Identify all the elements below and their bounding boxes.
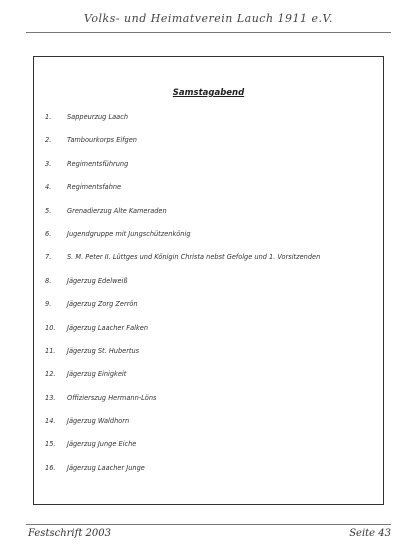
document-frame — [33, 56, 384, 505]
list-item-text: Jägerzug St. Hubertus — [67, 346, 140, 355]
list-item-number: 16. — [45, 463, 56, 472]
list-item-text: Offizierszug Hermann-Löns — [67, 393, 157, 402]
list-item-number: 5. — [45, 206, 52, 215]
list-item-number: 3. — [45, 159, 52, 168]
list-item — [34, 320, 383, 343]
list-item-text: Jägerzug Laacher Junge — [67, 463, 145, 472]
list-item — [34, 296, 383, 319]
list-item — [34, 179, 383, 202]
list-item-text: Tambourkorps Eifgen — [67, 136, 137, 145]
list-item-number: 13. — [45, 393, 56, 402]
list-item-number: 12. — [45, 370, 56, 379]
list-item — [34, 249, 383, 272]
list-item — [34, 343, 383, 366]
list-item — [34, 226, 383, 249]
list-item — [34, 413, 383, 436]
footer-divider — [26, 524, 391, 525]
list-item — [34, 460, 383, 483]
list-item — [34, 436, 383, 459]
list-item-number: 4. — [45, 183, 52, 192]
footer-publication: Festschrift 2003 — [28, 528, 111, 539]
list-item-text: Jägerzug Laacher Falken — [67, 323, 149, 332]
list-item — [34, 156, 383, 179]
list-item-text: Sappeurzug Laach — [67, 113, 129, 121]
list-item-number: 2. — [45, 136, 52, 145]
list-item-number: 1. — [45, 113, 52, 121]
list-item — [34, 273, 383, 296]
list-item-text: Jägerzug Einigkeit — [67, 370, 127, 379]
list-item-number: 7. — [45, 253, 52, 262]
list-item-number: 10. — [45, 323, 56, 332]
document-title: Samstagabend — [172, 88, 245, 98]
list-item — [34, 366, 383, 389]
list-item — [34, 109, 383, 132]
list-item-text: Jägerzug Zorg Zerrön — [67, 300, 138, 309]
list-item-number: 9. — [45, 300, 52, 309]
list-item-number: 14. — [45, 417, 56, 426]
list-item-text: Regimentsfahne — [67, 183, 122, 192]
list-item-number: 11. — [45, 346, 56, 355]
list-item-number: 15. — [45, 440, 56, 449]
list-item-number: 8. — [45, 276, 52, 285]
list-item — [34, 390, 383, 413]
list-item-text: Jägerzug Edelweiß — [67, 276, 128, 285]
list-item-text: Grenadierzug Alte Kameraden — [67, 206, 167, 215]
list-item-text: Regimentsführung — [67, 159, 129, 168]
list-item — [34, 132, 383, 155]
list-item — [34, 203, 383, 226]
list-item-text: Jugendgruppe mit Jungschützenkönig — [67, 229, 191, 238]
list-item-text: Jägerzug Junge Eiche — [67, 440, 137, 449]
list-item-text: Jägerzug Waldhorn — [67, 417, 130, 426]
list-item-text: S. M. Peter II. Lüttges und Königin Christa nebst Gefolge und 1. Vorsitzenden — [67, 253, 321, 262]
page-header: Volks- und Heimatverein Lauch 1911 e.V. — [83, 12, 334, 25]
header-divider — [26, 32, 391, 33]
parade-list — [34, 109, 383, 483]
footer-page-number: Seite 43 — [349, 528, 391, 539]
list-item-number: 6. — [45, 229, 52, 238]
